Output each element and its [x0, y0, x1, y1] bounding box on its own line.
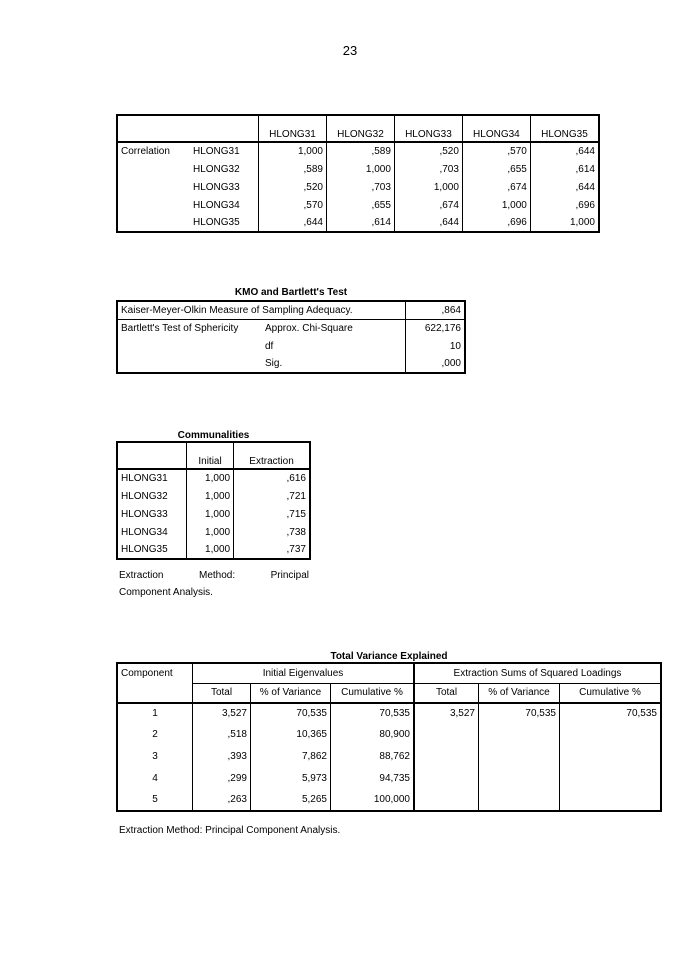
table-cell: ,737 — [234, 541, 310, 559]
table-cell: ,644 — [530, 178, 599, 196]
table-row — [117, 469, 310, 487]
table-cell — [479, 767, 560, 789]
component-number: 2 — [117, 723, 193, 745]
table-cell — [414, 723, 479, 745]
row-label: HLONG35 — [190, 214, 259, 232]
communalities-footnote — [119, 570, 309, 581]
table-cell — [479, 789, 560, 811]
table-cell: 70,535 — [560, 703, 662, 723]
table-row — [117, 745, 661, 767]
component-number: 5 — [117, 789, 193, 811]
kmo-table-title: KMO and Bartlett's Test — [234, 287, 348, 298]
table-row — [117, 142, 599, 160]
column-header: HLONG32 — [326, 115, 394, 142]
table-row — [117, 487, 310, 505]
table-cell: ,299 — [193, 767, 251, 789]
group-header: Extraction Sums of Squared Loadings — [414, 663, 661, 683]
table-cell: ,614 — [326, 214, 394, 232]
bartlett-label: Bartlett's Test of Sphericity — [121, 322, 239, 334]
table-cell: ,614 — [530, 160, 599, 178]
table-cell: ,616 — [234, 469, 310, 487]
table-cell: 1,000 — [394, 178, 462, 196]
variance-footnote: Extraction Method: Principal Component Analysis. — [119, 825, 341, 836]
column-header: % of Variance — [251, 683, 331, 703]
footnote-word: Method: — [199, 570, 236, 581]
table-cell: ,674 — [462, 178, 530, 196]
table-cell — [479, 745, 560, 767]
communalities-table — [116, 441, 311, 560]
communalities-title: Communalities — [177, 430, 250, 441]
table-cell: ,696 — [462, 214, 530, 232]
table-row — [117, 789, 661, 811]
row-label: HLONG32 — [190, 160, 259, 178]
table-cell: 1,000 — [187, 469, 234, 487]
row-label: HLONG32 — [117, 487, 187, 505]
column-header: HLONG31 — [259, 115, 327, 142]
table-cell: 70,535 — [331, 703, 415, 723]
table-cell: 1,000 — [187, 541, 234, 559]
chi-square-value: 622,176 — [406, 319, 466, 337]
table-cell: 1,000 — [187, 487, 234, 505]
table-cell — [479, 723, 560, 745]
column-header: HLONG35 — [530, 115, 599, 142]
chi-square-label: Approx. Chi-Square — [265, 322, 353, 334]
total-variance-table — [116, 662, 662, 812]
row-label: HLONG34 — [117, 523, 187, 541]
table-cell — [414, 789, 479, 811]
footnote-word: Extraction — [119, 570, 164, 581]
sig-value: ,000 — [406, 355, 466, 373]
component-number: 4 — [117, 767, 193, 789]
table-row — [117, 178, 599, 196]
variance-table-title: Total Variance Explained — [330, 651, 448, 662]
table-cell: 10,365 — [251, 723, 331, 745]
df-value: 10 — [406, 337, 466, 355]
table-cell: ,644 — [259, 214, 327, 232]
table-row — [117, 355, 465, 373]
sig-label: Sig. — [265, 358, 283, 369]
table-cell: 1,000 — [259, 142, 327, 160]
table-cell: ,655 — [462, 160, 530, 178]
row-label: HLONG34 — [190, 196, 259, 214]
table-cell: ,644 — [394, 214, 462, 232]
table-cell — [560, 723, 662, 745]
row-label: HLONG33 — [117, 505, 187, 523]
column-header: % of Variance — [479, 683, 560, 703]
table-cell: ,721 — [234, 487, 310, 505]
table-cell: 5,265 — [251, 789, 331, 811]
column-header: Total — [193, 683, 251, 703]
table-row — [117, 703, 661, 723]
kmo-value: ,864 — [406, 301, 466, 319]
table-cell: 3,527 — [414, 703, 479, 723]
group-header: Initial Eigenvalues — [193, 663, 415, 683]
table-cell: 70,535 — [479, 703, 560, 723]
table-cell — [414, 767, 479, 789]
table-row — [117, 723, 661, 745]
corner-cell — [117, 115, 259, 142]
row-label: HLONG31 — [117, 469, 187, 487]
table-cell: 80,900 — [331, 723, 415, 745]
table-row — [117, 160, 599, 178]
communalities-footnote-line2: Component Analysis. — [119, 587, 213, 598]
table-cell: ,703 — [394, 160, 462, 178]
table-row — [117, 337, 465, 355]
table-cell — [414, 745, 479, 767]
table-cell: ,589 — [259, 160, 327, 178]
table-cell: ,655 — [326, 196, 394, 214]
row-label: HLONG33 — [190, 178, 259, 196]
row-label: HLONG31 — [190, 142, 259, 160]
table-cell: ,393 — [193, 745, 251, 767]
table-cell: 1,000 — [462, 196, 530, 214]
table-cell: 5,973 — [251, 767, 331, 789]
table-row — [117, 301, 465, 319]
table-cell: 94,735 — [331, 767, 415, 789]
table-cell: 70,535 — [251, 703, 331, 723]
table-header-row — [117, 663, 661, 683]
table-cell: 88,762 — [331, 745, 415, 767]
table-row — [117, 541, 310, 559]
table-cell: 100,000 — [331, 789, 415, 811]
correlation-matrix-table — [116, 114, 600, 233]
table-cell: 1,000 — [187, 505, 234, 523]
table-cell: 1,000 — [187, 523, 234, 541]
table-row — [117, 767, 661, 789]
table-cell: ,570 — [462, 142, 530, 160]
table-header-row — [117, 115, 599, 142]
table-cell: ,263 — [193, 789, 251, 811]
page-number: 23 — [342, 43, 358, 58]
table-row — [117, 196, 599, 214]
column-header: Cumulative % — [331, 683, 415, 703]
corner-cell — [117, 442, 187, 469]
column-header: HLONG33 — [394, 115, 462, 142]
column-header: Extraction — [234, 442, 310, 469]
table-cell: ,570 — [259, 196, 327, 214]
row-label: HLONG35 — [117, 541, 187, 559]
table-cell: 3,527 — [193, 703, 251, 723]
table-cell: ,520 — [259, 178, 327, 196]
table-header-row — [117, 442, 310, 469]
table-cell: ,674 — [394, 196, 462, 214]
table-header-row — [117, 683, 661, 703]
column-header: Total — [414, 683, 479, 703]
table-cell: 7,862 — [251, 745, 331, 767]
table-cell — [560, 789, 662, 811]
table-cell: ,703 — [326, 178, 394, 196]
table-row — [117, 523, 310, 541]
table-cell: ,715 — [234, 505, 310, 523]
component-number: 1 — [117, 703, 193, 723]
table-cell: 1,000 — [326, 160, 394, 178]
row-group-label: Correlation — [121, 146, 170, 157]
table-cell — [560, 767, 662, 789]
table-cell: ,738 — [234, 523, 310, 541]
df-label: df — [265, 340, 274, 352]
component-number: 3 — [117, 745, 193, 767]
column-header: Initial — [187, 442, 234, 469]
kmo-bartlett-table — [116, 300, 466, 374]
table-cell: ,696 — [530, 196, 599, 214]
kmo-label: Kaiser-Meyer-Olkin Measure of Sampling Adequacy. — [117, 301, 406, 319]
table-cell: ,518 — [193, 723, 251, 745]
table-row — [117, 214, 599, 232]
table-cell — [560, 745, 662, 767]
column-header: Cumulative % — [560, 683, 662, 703]
table-row — [117, 505, 310, 523]
table-cell: ,520 — [394, 142, 462, 160]
component-header: Component — [117, 663, 193, 703]
table-cell: ,644 — [530, 142, 599, 160]
table-cell: ,589 — [326, 142, 394, 160]
table-row — [117, 319, 465, 337]
table-cell: 1,000 — [530, 214, 599, 232]
column-header: HLONG34 — [462, 115, 530, 142]
footnote-word: Principal — [270, 570, 309, 581]
